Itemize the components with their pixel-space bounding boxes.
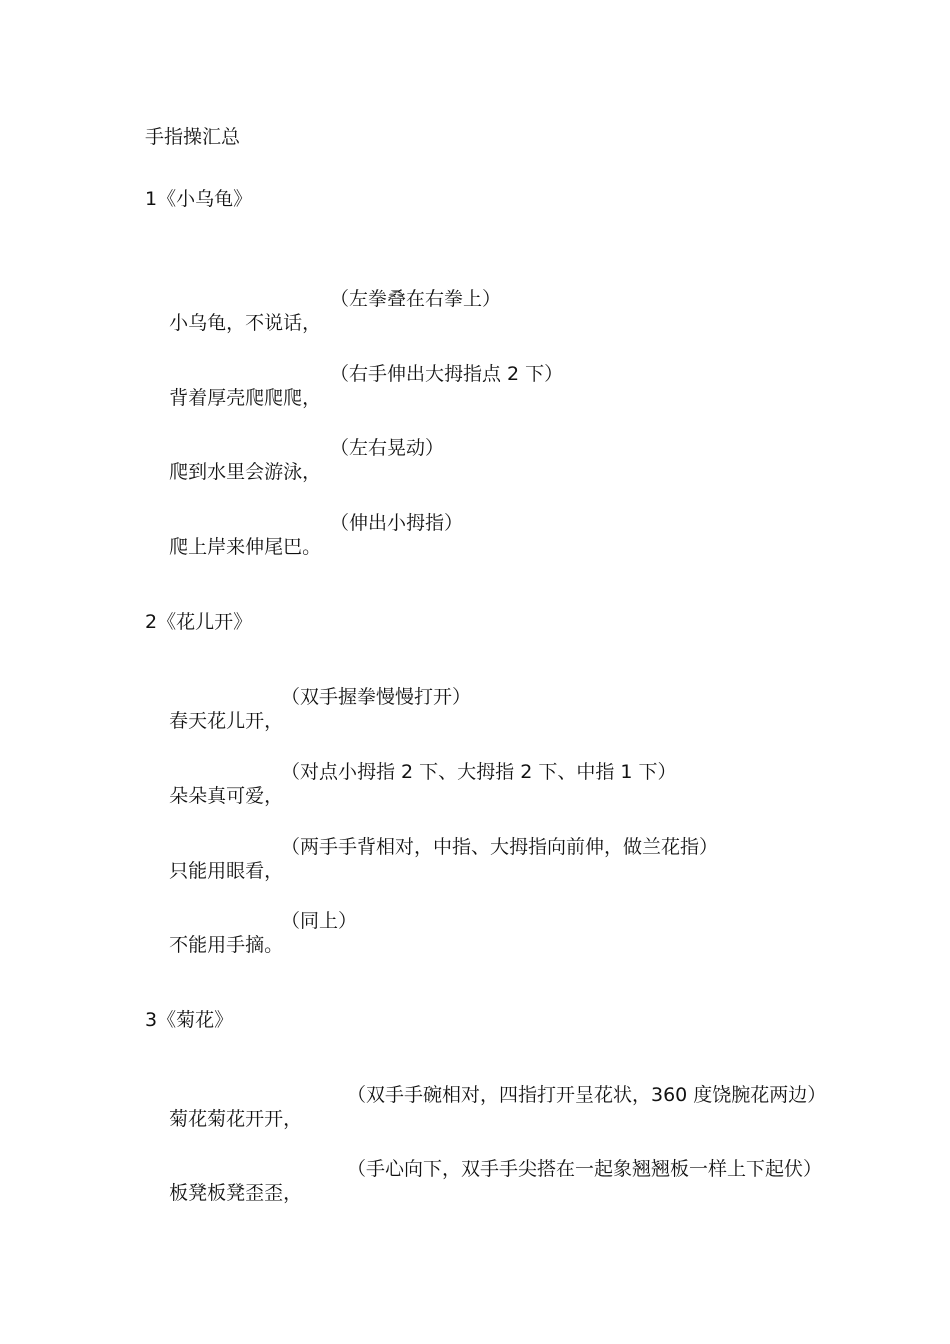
- section-heading-2: 2《花儿开》: [145, 611, 253, 633]
- verse-note: （伸出小拇指）: [330, 512, 464, 534]
- verse-note: （右手伸出大拇指点 2 下）: [330, 363, 564, 385]
- verse-line: [145, 1157, 302, 1229]
- verse-text: 只能用眼看，: [169, 860, 284, 882]
- verse-note: （左拳叠在右拳上）: [330, 288, 502, 310]
- verse-text: 板凳板凳歪歪，: [169, 1182, 303, 1204]
- verse-text: 菊花菊花开开，: [169, 1108, 303, 1130]
- verse-note: （两手手背相对，中指、大拇指向前伸，做兰花指）: [281, 836, 719, 858]
- verse-text: 爬上岸来伸尾巴。: [169, 536, 322, 558]
- verse-text: 春天花儿开，: [169, 710, 284, 732]
- verse-line: [145, 760, 283, 832]
- verse-line: [145, 685, 283, 757]
- verse-line: [145, 909, 283, 981]
- verse-note: （对点小拇指 2 下、大拇指 2 下、中指 1 下）: [281, 761, 677, 783]
- verse-note: （同上）: [281, 910, 358, 932]
- verse-note: （双手手碗相对，四指打开呈花状，360 度饶腕花两边）: [347, 1084, 827, 1106]
- document-title: 手指操汇总: [145, 126, 241, 148]
- verse-text: 小乌龟，不说话，: [169, 312, 322, 334]
- verse-note: （手心向下，双手手尖搭在一起象翘翘板一样上下起伏）: [347, 1158, 823, 1180]
- verse-line: [145, 436, 321, 508]
- verse-line: [145, 362, 321, 434]
- verse-text: 背着厚壳爬爬爬，: [169, 387, 322, 409]
- verse-note: （左右晃动）: [330, 437, 445, 459]
- verse-line: [145, 835, 283, 907]
- section-heading-3: 3《菊花》: [145, 1009, 234, 1031]
- verse-line: [145, 287, 321, 359]
- verse-text: 朵朵真可爱，: [169, 785, 284, 807]
- section-heading-1: 1《小乌龟》: [145, 188, 253, 210]
- verse-text: 爬到水里会游泳，: [169, 461, 322, 483]
- verse-text: 不能用手摘。: [169, 934, 284, 956]
- verse-line: [145, 1083, 302, 1155]
- verse-line: [145, 511, 321, 583]
- verse-note: （双手握拳慢慢打开）: [281, 686, 472, 708]
